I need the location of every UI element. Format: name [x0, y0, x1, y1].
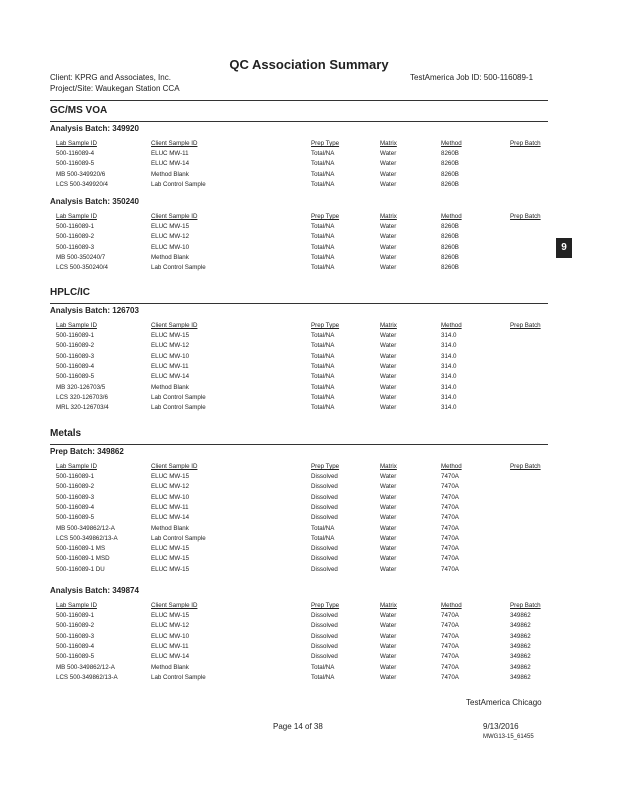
table-cell: 8260B [441, 180, 459, 188]
table-cell: ELUC MW-11 [151, 150, 189, 157]
table-cell: 500-116089-1 [56, 473, 95, 480]
table-cell: Dissolved [311, 612, 338, 619]
column-header: Matrix [380, 140, 397, 147]
table-cell: 8260B [441, 253, 459, 261]
table-row [0, 564, 618, 575]
table-cell: Water [380, 383, 397, 391]
table-cell: ELUC MW-12 [151, 622, 190, 630]
column-header: Prep Type [311, 602, 340, 609]
table-cell: Water [380, 555, 397, 563]
table-cell: 500-116089-1 MS [56, 545, 106, 553]
column-header: Prep Type [311, 213, 340, 220]
table-cell: ELUC MW-14 [151, 514, 190, 522]
table-cell: ELUC MW-10 [151, 632, 190, 640]
table-cell: ELUC MW-12 [151, 483, 190, 491]
table-cell: Method Blank [151, 383, 189, 391]
table-cell: ELUC MW-12 [151, 342, 190, 350]
table-cell: 8260B [441, 264, 459, 272]
column-header: Client Sample ID [151, 140, 198, 147]
table-cell: Total/NA [311, 673, 335, 681]
column-header: Lab Sample ID [56, 602, 97, 609]
table-cell: 500-116089-5 [56, 373, 95, 381]
table-cell: 7470A [441, 524, 459, 532]
table-cell: 8260B [441, 233, 459, 241]
table-cell: 500-116089-5 [56, 653, 95, 661]
table-cell: 500-116089-4 [56, 150, 95, 157]
table-cell: Total/NA [311, 243, 335, 251]
column-header: Matrix [380, 213, 397, 220]
table-cell: 7470A [441, 493, 459, 501]
table-cell: Lab Control Sample [151, 264, 206, 272]
table-cell: Water [380, 223, 397, 230]
table-cell: 7470A [441, 514, 459, 522]
table-cell: Water [380, 612, 397, 619]
table-cell: 7470A [441, 653, 459, 661]
column-header: Lab Sample ID [56, 140, 97, 147]
table-cell: LCS 500-349920/4 [56, 180, 108, 188]
table-cell: Total/NA [311, 342, 335, 350]
table-cell: 7470A [441, 632, 459, 640]
table-cell: 7470A [441, 663, 459, 671]
table-cell: ELUC MW-14 [151, 653, 190, 661]
table-cell: 500-116089-3 [56, 632, 95, 640]
section-rule [50, 303, 548, 304]
table-cell: 7470A [441, 565, 459, 573]
table-cell: LCS 500-349862/13-A [56, 534, 118, 542]
table-cell: Dissolved [311, 493, 338, 501]
table-cell: 349862 [510, 612, 531, 619]
table-cell: Lab Control Sample [151, 393, 206, 401]
section-title: GC/MS VOA [50, 105, 108, 116]
table-cell: ELUC MW-15 [151, 555, 190, 563]
table-cell: 7470A [441, 673, 459, 681]
table-cell: Total/NA [311, 223, 335, 230]
table-cell: Water [380, 170, 397, 178]
table-cell: 500-116089-1 [56, 223, 95, 230]
table-cell: Method Blank [151, 663, 189, 671]
table-cell: Water [380, 404, 397, 412]
table-cell: Total/NA [311, 534, 335, 542]
column-header: Lab Sample ID [56, 322, 97, 329]
table-cell: Lab Control Sample [151, 534, 206, 542]
column-header: Matrix [380, 602, 397, 609]
column-header: Client Sample ID [151, 213, 198, 220]
table-cell: 314.0 [441, 383, 457, 391]
table-cell: Water [380, 342, 397, 350]
table-cell: 8260B [441, 150, 459, 157]
table-cell: MB 320-126703/5 [56, 383, 106, 391]
column-header: Method [441, 322, 462, 329]
footer-lab: TestAmerica Chicago [466, 698, 542, 707]
column-header: Client Sample ID [151, 602, 198, 609]
table-cell: Dissolved [311, 622, 338, 630]
table-cell: 500-116089-3 [56, 493, 95, 501]
table-cell: 349862 [510, 673, 531, 681]
table-cell: 349862 [510, 653, 531, 661]
table-cell: 500-116089-2 [56, 233, 95, 241]
table-cell: Dissolved [311, 473, 338, 480]
table-cell: Total/NA [311, 170, 335, 178]
table-cell: Water [380, 483, 397, 491]
table-cell: Total/NA [311, 404, 335, 412]
table-cell: 7470A [441, 483, 459, 491]
column-header: Matrix [380, 322, 397, 329]
table-cell: Total/NA [311, 180, 335, 188]
batch-label: Analysis Batch: 349874 [50, 586, 139, 595]
table-cell: ELUC MW-15 [151, 223, 190, 230]
table-cell: ELUC MW-11 [151, 503, 189, 511]
column-header: Prep Batch [510, 140, 541, 147]
table-cell: 314.0 [441, 332, 457, 339]
table-cell: Total/NA [311, 524, 335, 532]
footer-date: 9/13/2016 [483, 722, 519, 731]
column-header: Method [441, 140, 462, 147]
table-cell: MB 500-350240/7 [56, 253, 106, 261]
table-cell: Water [380, 534, 397, 542]
table-row [0, 262, 618, 273]
table-cell: Water [380, 373, 397, 381]
table-cell: Water [380, 264, 397, 272]
table-cell: Lab Control Sample [151, 404, 206, 412]
table-cell: Dissolved [311, 514, 338, 522]
footer-code: MWG13-15_61455 [483, 734, 534, 740]
table-cell: Water [380, 622, 397, 630]
table-cell: Water [380, 524, 397, 532]
table-cell: Total/NA [311, 160, 335, 168]
table-cell: Total/NA [311, 383, 335, 391]
column-header: Matrix [380, 463, 397, 470]
table-cell: Water [380, 473, 397, 480]
table-cell: ELUC MW-11 [151, 642, 189, 650]
column-header: Prep Batch [510, 602, 541, 609]
table-cell: Water [380, 160, 397, 168]
table-cell: Water [380, 233, 397, 241]
table-cell: Water [380, 514, 397, 522]
column-header: Method [441, 602, 462, 609]
table-cell: ELUC MW-15 [151, 565, 190, 573]
table-cell: Water [380, 663, 397, 671]
column-header: Prep Batch [510, 213, 541, 220]
table-cell: 314.0 [441, 362, 457, 370]
table-cell: Water [380, 352, 397, 360]
table-cell: Method Blank [151, 253, 189, 261]
table-cell: Dissolved [311, 632, 338, 640]
table-cell: ELUC MW-15 [151, 612, 190, 619]
column-header: Prep Type [311, 322, 340, 329]
table-cell: Water [380, 253, 397, 261]
table-cell: Total/NA [311, 362, 335, 370]
table-cell: Total/NA [311, 264, 335, 272]
section-title: HPLC/IC [50, 287, 90, 298]
column-header: Lab Sample ID [56, 463, 97, 470]
batch-label: Analysis Batch: 126703 [50, 306, 139, 315]
batch-label: Analysis Batch: 349920 [50, 124, 139, 133]
table-cell: 500-116089-3 [56, 243, 95, 251]
table-cell: Water [380, 180, 397, 188]
column-header: Prep Batch [510, 322, 541, 329]
table-cell: 7470A [441, 503, 459, 511]
table-cell: 349862 [510, 632, 531, 640]
table-cell: ELUC MW-10 [151, 493, 190, 501]
project-site: Project/Site: Waukegan Station CCA [50, 84, 180, 93]
header-rule [50, 100, 548, 101]
table-cell: ELUC MW-15 [151, 545, 190, 553]
table-cell: 7470A [441, 555, 459, 563]
client-name: Client: KPRG and Associates, Inc. [50, 73, 171, 82]
table-cell: 314.0 [441, 373, 457, 381]
table-cell: 500-116089-2 [56, 342, 95, 350]
table-cell: Dissolved [311, 503, 338, 511]
table-cell: LCS 500-350240/4 [56, 264, 108, 272]
table-cell: MB 500-349862/12-A [56, 524, 115, 532]
batch-label: Prep Batch: 349862 [50, 447, 124, 456]
table-cell: 500-116089-1 [56, 332, 95, 339]
table-cell: Total/NA [311, 150, 335, 157]
table-cell: Dissolved [311, 565, 338, 573]
table-cell: Method Blank [151, 524, 189, 532]
table-cell: 8260B [441, 160, 459, 168]
column-header: Method [441, 213, 462, 220]
table-cell: Dissolved [311, 545, 338, 553]
table-cell: MB 500-349862/12-A [56, 663, 115, 671]
table-cell: 314.0 [441, 342, 457, 350]
table-cell: Water [380, 673, 397, 681]
table-cell: Water [380, 150, 397, 157]
table-cell: Method Blank [151, 170, 189, 178]
section-tab: 9 [556, 238, 572, 258]
table-cell: Total/NA [311, 233, 335, 241]
table-cell: Water [380, 332, 397, 339]
table-cell: ELUC MW-12 [151, 233, 190, 241]
table-cell: 7470A [441, 534, 459, 542]
table-row [0, 672, 618, 683]
table-cell: 500-116089-5 [56, 514, 95, 522]
table-cell: ELUC MW-15 [151, 332, 190, 339]
table-cell: 500-116089-2 [56, 483, 95, 491]
table-cell: 500-116089-1 DU [56, 565, 105, 573]
table-cell: LCS 320-126703/6 [56, 393, 108, 401]
column-header: Method [441, 463, 462, 470]
column-header: Prep Type [311, 140, 340, 147]
table-cell: Water [380, 243, 397, 251]
page-title: QC Association Summary [229, 57, 389, 72]
table-cell: Water [380, 632, 397, 640]
table-cell: Dissolved [311, 653, 338, 661]
table-cell: 500-116089-4 [56, 642, 95, 650]
table-cell: LCS 500-349862/13-A [56, 673, 118, 681]
footer-page: Page 14 of 38 [273, 722, 323, 731]
table-cell: MB 500-349920/6 [56, 170, 106, 178]
table-cell: Water [380, 362, 397, 370]
table-cell: 349862 [510, 622, 531, 630]
table-cell: Total/NA [311, 332, 335, 339]
table-cell: Total/NA [311, 663, 335, 671]
table-cell: 8260B [441, 223, 459, 230]
table-cell: Total/NA [311, 253, 335, 261]
table-row [0, 402, 618, 413]
section-rule [50, 444, 548, 445]
table-cell: Water [380, 493, 397, 501]
table-cell: 7470A [441, 612, 459, 619]
table-cell: Total/NA [311, 373, 335, 381]
table-cell: Water [380, 653, 397, 661]
job-id: TestAmerica Job ID: 500-116089-1 [410, 73, 534, 82]
batch-label: Analysis Batch: 350240 [50, 197, 139, 206]
section-rule [50, 121, 548, 122]
table-cell: 500-116089-4 [56, 362, 95, 370]
table-cell: 500-116089-5 [56, 160, 95, 168]
table-cell: 314.0 [441, 393, 457, 401]
table-cell: ELUC MW-11 [151, 362, 189, 370]
table-cell: 349862 [510, 663, 531, 671]
table-cell: MRL 320-126703/4 [56, 404, 109, 412]
table-cell: ELUC MW-15 [151, 473, 190, 480]
table-cell: 349862 [510, 642, 531, 650]
table-cell: Lab Control Sample [151, 673, 206, 681]
table-row [0, 179, 618, 190]
table-cell: 500-116089-2 [56, 622, 95, 630]
table-cell: Water [380, 503, 397, 511]
table-cell: Water [380, 565, 397, 573]
section-title: Metals [50, 428, 82, 439]
table-cell: Dissolved [311, 555, 338, 563]
table-cell: Water [380, 642, 397, 650]
table-cell: 7470A [441, 622, 459, 630]
table-cell: 7470A [441, 545, 459, 553]
column-header: Prep Type [311, 463, 340, 470]
table-cell: Lab Control Sample [151, 180, 206, 188]
table-cell: Dissolved [311, 642, 338, 650]
table-cell: 500-116089-1 [56, 612, 95, 619]
table-cell: 500-116089-1 MSD [56, 555, 110, 563]
table-cell: Water [380, 545, 397, 553]
table-cell: 8260B [441, 243, 459, 251]
column-header: Client Sample ID [151, 463, 198, 470]
column-header: Prep Batch [510, 463, 541, 470]
table-cell: Total/NA [311, 393, 335, 401]
table-cell: 314.0 [441, 404, 457, 412]
table-cell: Water [380, 393, 397, 401]
column-header: Lab Sample ID [56, 213, 97, 220]
table-cell: ELUC MW-14 [151, 160, 190, 168]
table-cell: 314.0 [441, 352, 457, 360]
table-cell: ELUC MW-10 [151, 243, 190, 251]
table-cell: 8260B [441, 170, 459, 178]
table-cell: 500-116089-4 [56, 503, 95, 511]
table-cell: ELUC MW-10 [151, 352, 190, 360]
table-cell: 7470A [441, 642, 459, 650]
column-header: Client Sample ID [151, 322, 198, 329]
table-cell: ELUC MW-14 [151, 373, 190, 381]
table-cell: Total/NA [311, 352, 335, 360]
table-cell: 500-116089-3 [56, 352, 95, 360]
table-cell: 7470A [441, 473, 459, 480]
table-cell: Dissolved [311, 483, 338, 491]
